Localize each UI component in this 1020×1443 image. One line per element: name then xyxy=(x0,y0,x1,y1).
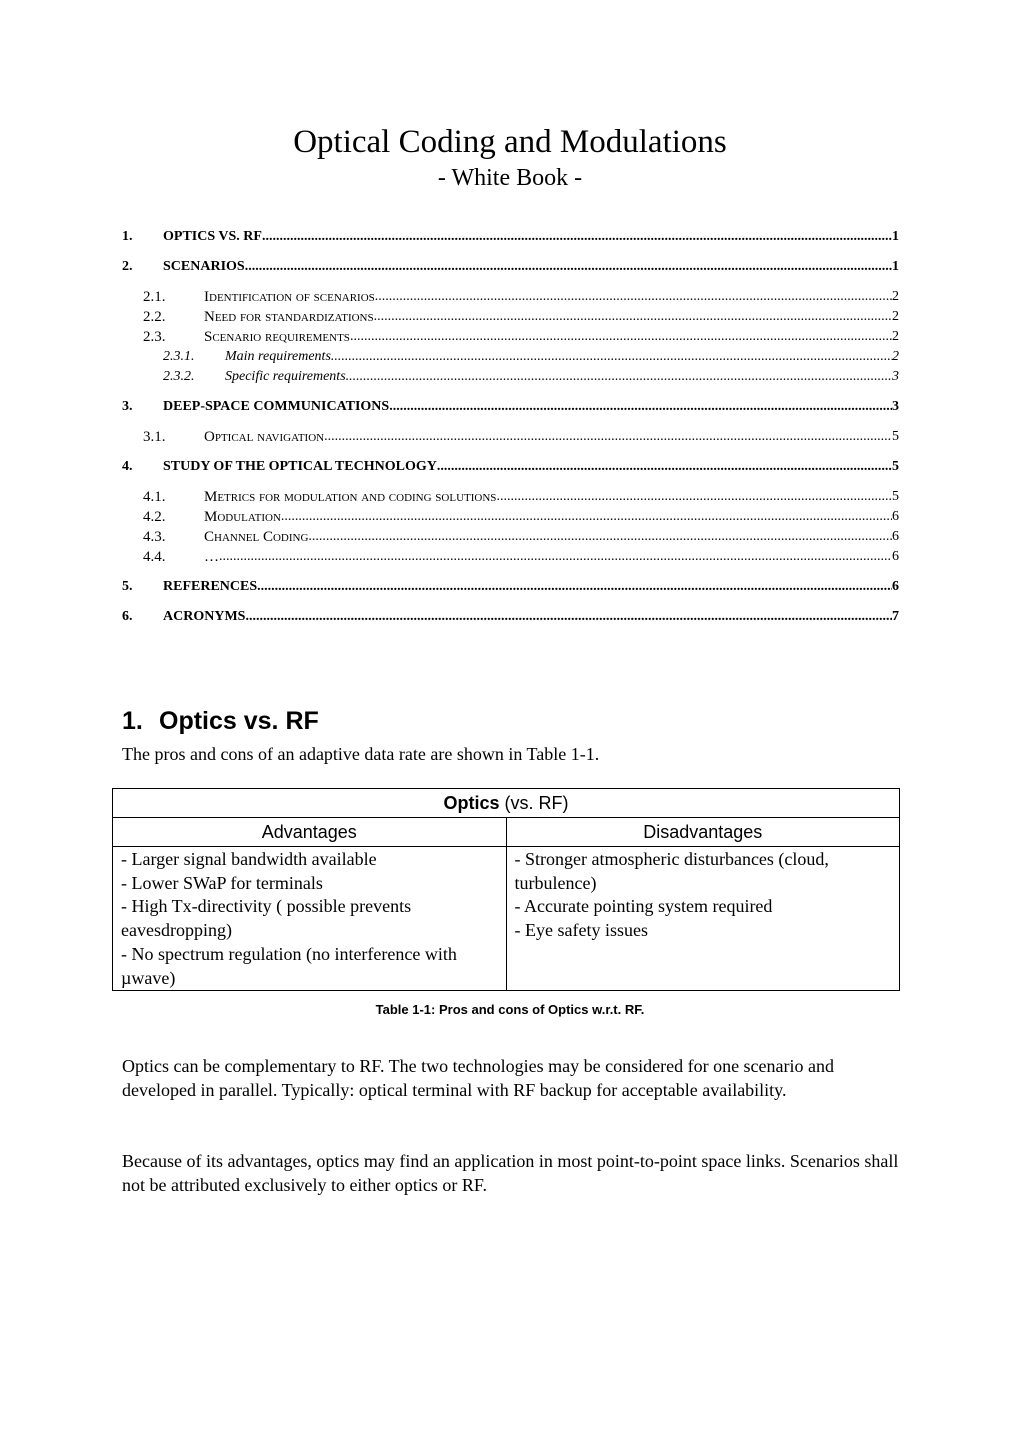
toc-entry[interactable] xyxy=(122,258,899,276)
table-row xyxy=(113,847,900,991)
toc-text: Modulation xyxy=(204,509,281,525)
toc-page: 2 xyxy=(892,349,899,364)
toc-entry[interactable] xyxy=(143,488,899,506)
toc-page: 6 xyxy=(892,549,899,564)
document-title: Optical Coding and Modulations xyxy=(293,124,727,160)
toc-entry[interactable] xyxy=(143,548,899,566)
toc-page: 3 xyxy=(892,369,899,384)
toc-leader xyxy=(437,458,892,476)
toc-number: 4.4. xyxy=(143,549,166,565)
toc-entry[interactable] xyxy=(122,608,899,626)
toc-page: 5 xyxy=(892,429,899,444)
toc-number: 2.3. xyxy=(143,329,166,345)
toc-number: 2.3.2. xyxy=(163,369,195,384)
toc-entry[interactable] xyxy=(122,578,899,596)
disadvantages-cell xyxy=(506,847,900,991)
toc-leader xyxy=(331,348,892,366)
toc-page: 6 xyxy=(892,509,899,524)
body-paragraph: Because of its advantages, optics may find an application in most point-to-point space links. Scenarios shall not be attributed exclusively to either optics or RF. xyxy=(122,1151,899,1195)
toc-page: 2 xyxy=(892,329,899,344)
toc-entry[interactable] xyxy=(143,308,899,326)
toc-page: 2 xyxy=(892,289,899,304)
document-subtitle: - White Book - xyxy=(437,165,583,191)
table-title-bold: Optics xyxy=(443,793,500,813)
toc-number: 4.3. xyxy=(143,529,166,545)
toc-text: … xyxy=(204,549,219,565)
toc-number: 2.2. xyxy=(143,309,166,325)
toc-text: Specific requirements xyxy=(225,369,346,384)
disadvantages-header: Disadvantages xyxy=(506,818,900,847)
section-title: Optics vs. RF xyxy=(159,707,319,735)
toc-leader xyxy=(346,368,892,386)
toc-text: ACRONYMS xyxy=(163,609,246,624)
toc-leader xyxy=(281,508,892,526)
toc-page: 5 xyxy=(892,489,899,504)
toc-leader xyxy=(262,228,892,246)
toc-leader xyxy=(496,488,892,506)
toc-text: OPTICS VS. RF xyxy=(163,229,262,244)
toc-page: 7 xyxy=(892,609,899,624)
toc-page: 3 xyxy=(892,399,899,414)
toc-text: Metrics for modulation and coding solutions xyxy=(204,489,497,505)
toc-number: 2.3.1. xyxy=(163,349,195,364)
toc-entry[interactable] xyxy=(122,458,899,476)
toc-text: Identification of scenarios xyxy=(204,289,375,305)
toc-entry[interactable] xyxy=(143,508,899,526)
toc-entry[interactable] xyxy=(163,348,899,366)
advantage-item: - High Tx-directivity ( possible prevents eavesdropping) xyxy=(121,896,412,941)
toc-text: REFERENCES xyxy=(163,579,258,594)
advantages-header: Advantages xyxy=(113,818,507,847)
toc-text: Optical navigation xyxy=(204,429,325,445)
table-title-rest: (vs. RF) xyxy=(499,793,569,813)
section-number: 1. xyxy=(122,707,143,735)
toc-page: 6 xyxy=(892,579,899,594)
toc-leader xyxy=(324,428,892,446)
toc-number: 6. xyxy=(122,609,133,624)
intro-paragraph: The pros and cons of an adaptive data rate are shown in Table 1-1. xyxy=(122,744,600,764)
advantage-item: - No spectrum regulation (no interference with µwave) xyxy=(121,943,457,988)
toc-leader xyxy=(389,398,892,416)
table-title-cell xyxy=(113,789,900,818)
section-heading xyxy=(122,705,319,737)
disadvantage-item: - Stronger atmospheric disturbances (cloud, turbulence) xyxy=(514,849,829,893)
toc-text: Main requirements xyxy=(225,349,331,364)
toc-page: 6 xyxy=(892,529,899,544)
toc-leader xyxy=(245,258,892,276)
toc-text: Need for standardizations xyxy=(204,309,374,325)
table-header-row xyxy=(113,789,900,818)
advantage-item: - Larger signal bandwidth available xyxy=(121,849,377,869)
toc-leader xyxy=(308,528,892,546)
toc-leader xyxy=(245,608,892,626)
toc-leader xyxy=(257,578,892,596)
toc-leader xyxy=(374,308,892,326)
disadvantage-item: - Accurate pointing system required xyxy=(514,896,773,917)
toc-number: 3.1. xyxy=(143,429,166,445)
toc-leader xyxy=(350,328,892,346)
toc-number: 3. xyxy=(122,399,133,414)
toc-number: 4.2. xyxy=(143,509,166,525)
toc-entry[interactable] xyxy=(143,288,899,306)
toc-page: 2 xyxy=(892,309,899,324)
table-column-header-row xyxy=(113,818,900,847)
toc-entry[interactable] xyxy=(122,228,899,246)
toc-text: Channel Coding xyxy=(204,529,309,545)
toc-page: 5 xyxy=(892,459,899,474)
toc-text: STUDY OF THE OPTICAL TECHNOLOGY xyxy=(163,459,437,474)
toc-text: DEEP-SPACE COMMUNICATIONS xyxy=(163,399,390,414)
pros-cons-table xyxy=(112,788,900,991)
toc-text: SCENARIOS xyxy=(163,259,245,274)
toc-page: 1 xyxy=(892,229,899,244)
disadvantage-item: - Eye safety issues xyxy=(514,920,648,941)
toc-entry[interactable] xyxy=(143,428,899,446)
toc-number: 1. xyxy=(122,229,133,244)
toc-text: Scenario requirements xyxy=(204,329,350,345)
toc-page: 1 xyxy=(892,259,899,274)
toc-number: 4.1. xyxy=(143,489,166,505)
toc-leader xyxy=(375,288,892,306)
toc-number: 2. xyxy=(122,259,133,274)
toc-entry[interactable] xyxy=(163,368,899,386)
toc-entry[interactable] xyxy=(143,328,899,346)
toc-number: 5. xyxy=(122,579,133,594)
toc-leader xyxy=(219,548,892,566)
toc-entry[interactable] xyxy=(143,528,899,546)
toc-number: 4. xyxy=(122,459,133,474)
advantages-cell xyxy=(113,847,507,991)
toc-entry[interactable] xyxy=(122,398,899,416)
body-paragraph: Optics can be complementary to RF. The two technologies may be considered for one scenario and developed in parallel. Typically: optical terminal with RF backup for acceptable availability. xyxy=(122,1056,835,1100)
advantage-item: - Lower SWaP for terminals xyxy=(121,872,323,893)
table-caption: Table 1-1: Pros and cons of Optics w.r.t. RF. xyxy=(375,1002,645,1017)
toc-number: 2.1. xyxy=(143,289,166,305)
